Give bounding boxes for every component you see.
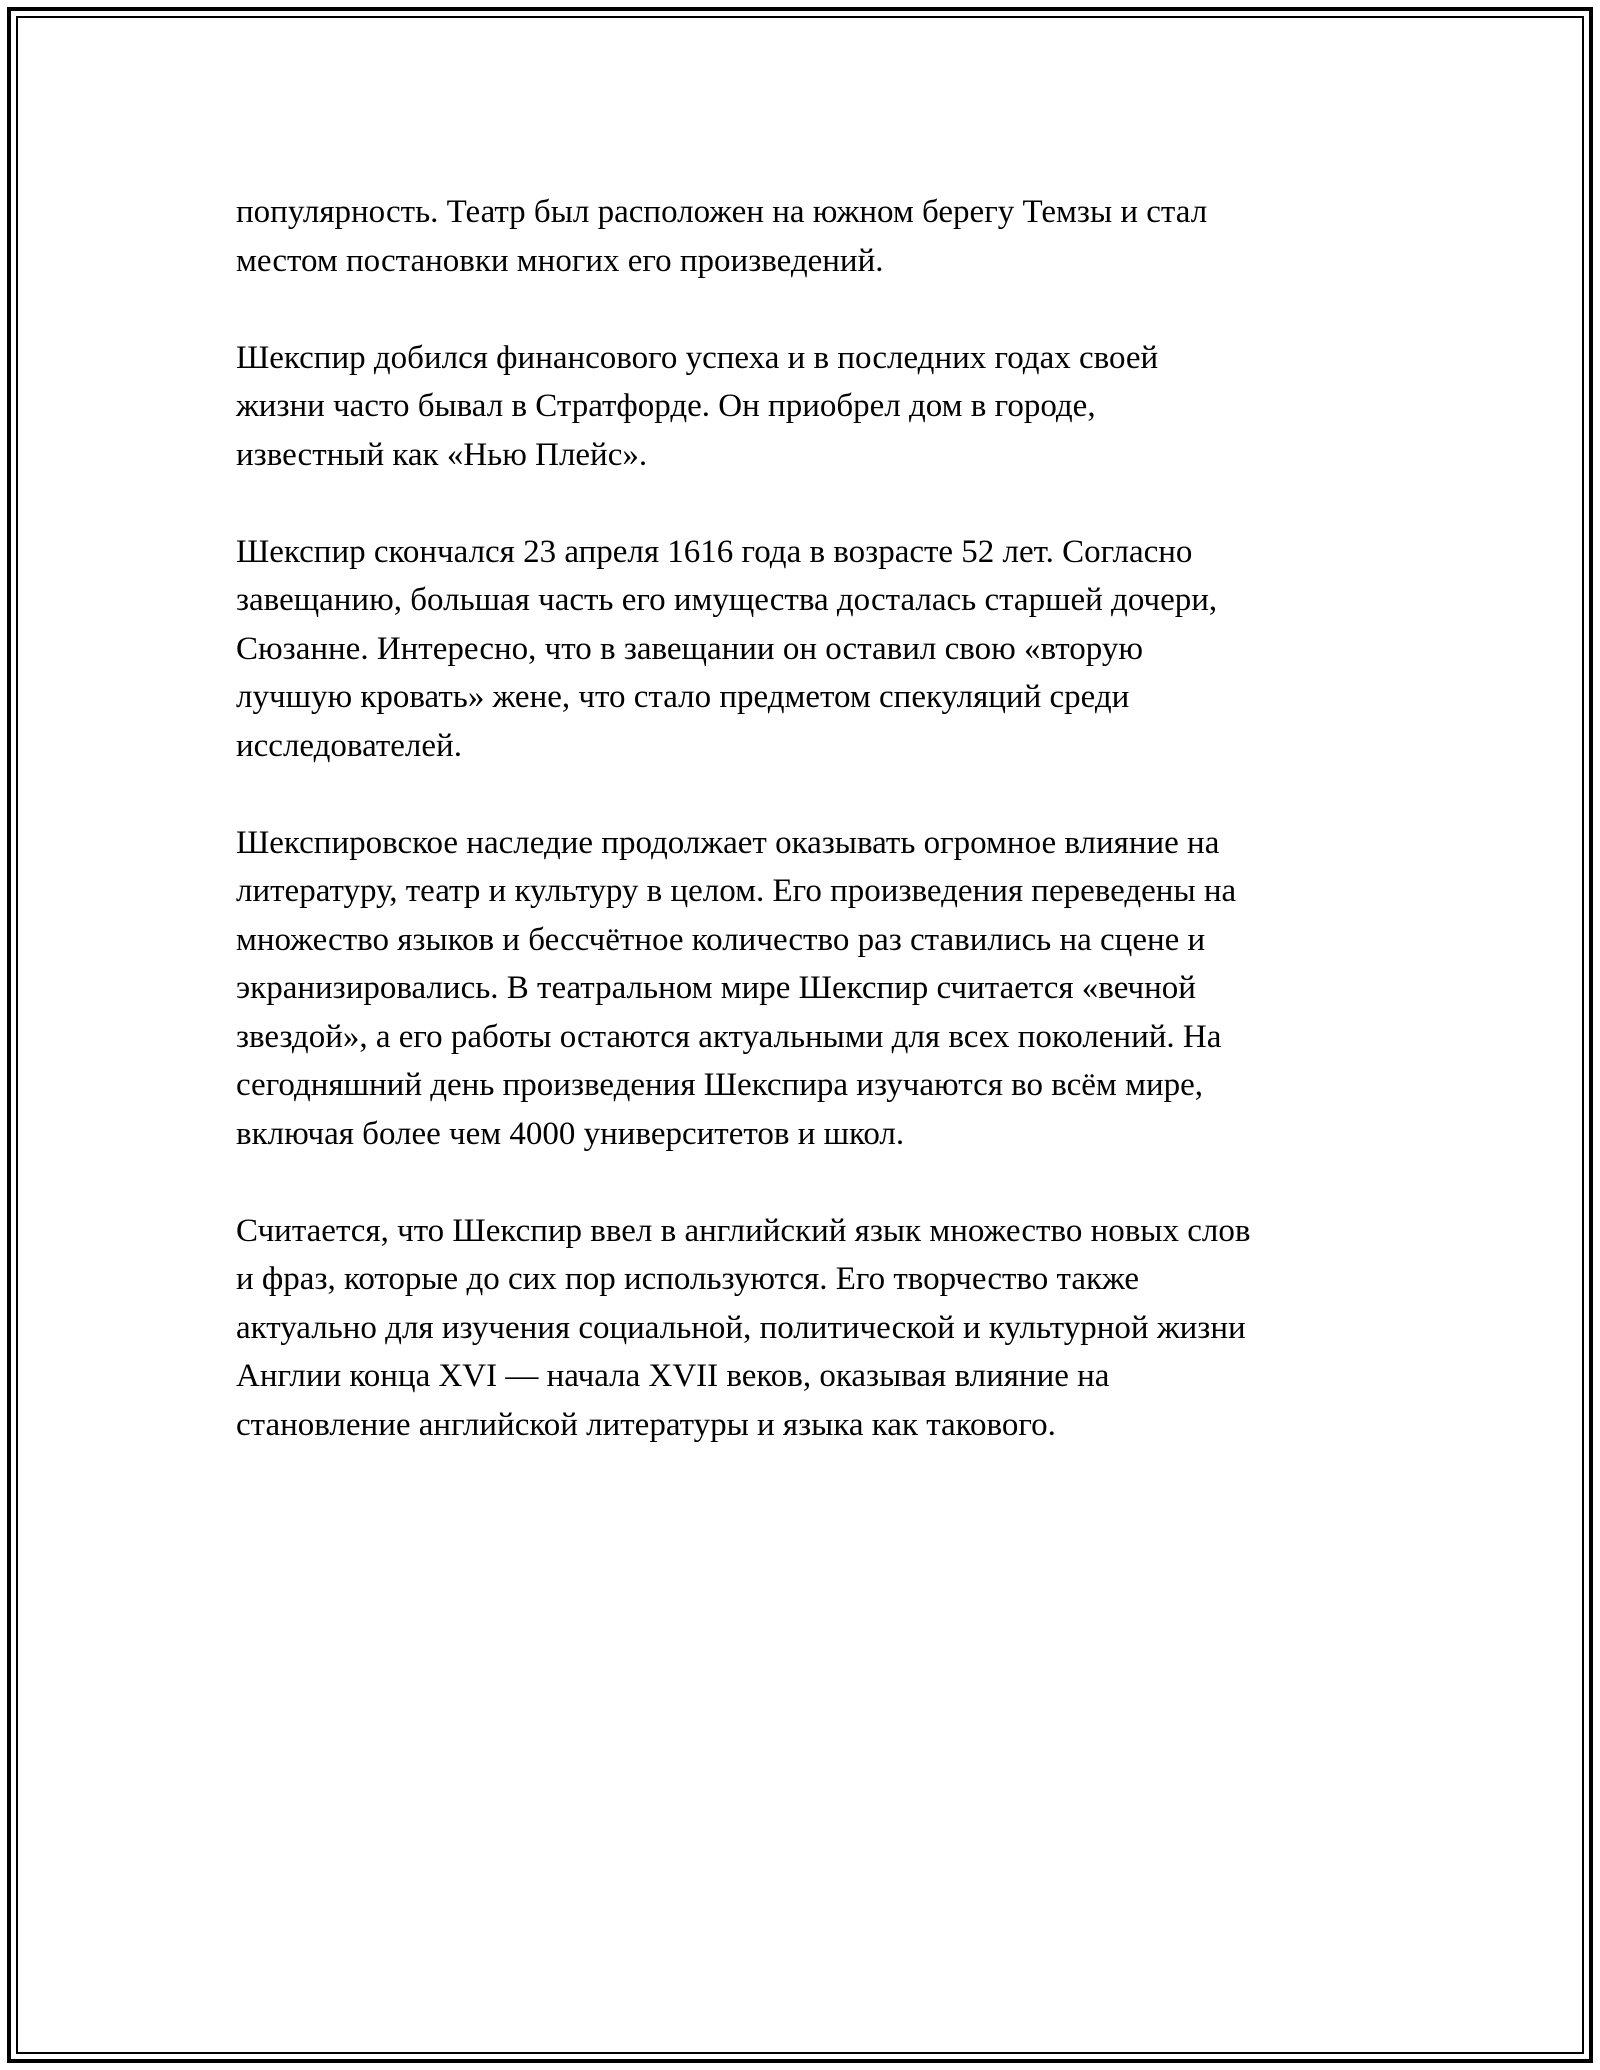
paragraph-financial-success	[236, 334, 1386, 480]
text-line: сегодняшний день произведения Шекспира изучаются во всём мире,	[236, 1067, 1204, 1103]
text-line: актуально для изучения социальной, политической и культурной жизни	[236, 1309, 1246, 1346]
text-line: местом постановки многих его произведений.	[236, 242, 884, 279]
text-line: звездой», а его работы остаются актуальными для всех поколений. На	[236, 1018, 1222, 1055]
paragraph-legacy	[236, 819, 1386, 1159]
text-line: исследователей.	[236, 727, 462, 764]
text-line: литературу, театр и культуру в целом. Его произведения переведены на	[236, 873, 1237, 909]
text-line: жизни часто бывал в Стратфорде. Он приобрел дом в городе,	[236, 388, 1096, 424]
text-line: включая более чем 4000 университетов и школ.	[236, 1115, 905, 1152]
text-line: Сюзанне. Интересно, что в завещании он оставил свою «вторую	[236, 630, 1144, 667]
text-line: Считается, что Шекспир ввел в английский язык множество новых слов	[236, 1212, 1251, 1249]
text-line: множество языков и бессчётное количество раз ставились на сцене и	[236, 921, 1206, 958]
text-line: экранизировались. В театральном мире Шекспир считается «вечной	[236, 970, 1196, 1006]
paragraph-death-and-will	[236, 528, 1386, 771]
paragraph-language-contribution	[236, 1207, 1386, 1450]
text-line: и фраз, которые до сих пор используются. Его творчество также	[236, 1261, 1140, 1297]
text-line: Шекспир добился финансового успеха и в последних годах своей	[236, 339, 1159, 376]
text-line: Шекспир скончался 23 апреля 1616 года в возрасте 52 лет. Согласно	[236, 533, 1193, 570]
text-line: известный как «Нью Плейс».	[236, 436, 648, 473]
text-line: завещанию, большая часть его имущества досталась старшей дочери,	[236, 582, 1218, 618]
paragraph-globe-theatre	[236, 188, 1386, 285]
document-body	[236, 188, 1386, 1498]
text-line: Шекспировское наследие продолжает оказывать огромное влияние на	[236, 824, 1220, 861]
text-line: становление английской литературы и языка как такового.	[236, 1406, 1056, 1443]
text-line: лучшую кровать» жене, что стало предметом спекуляций среди	[236, 679, 1130, 715]
text-line: популярность. Театр был расположен на южном берегу Темзы и стал	[236, 194, 1208, 230]
text-line: Англии конца XVI — начала XVII веков, оказывая влияние на	[236, 1358, 1110, 1394]
